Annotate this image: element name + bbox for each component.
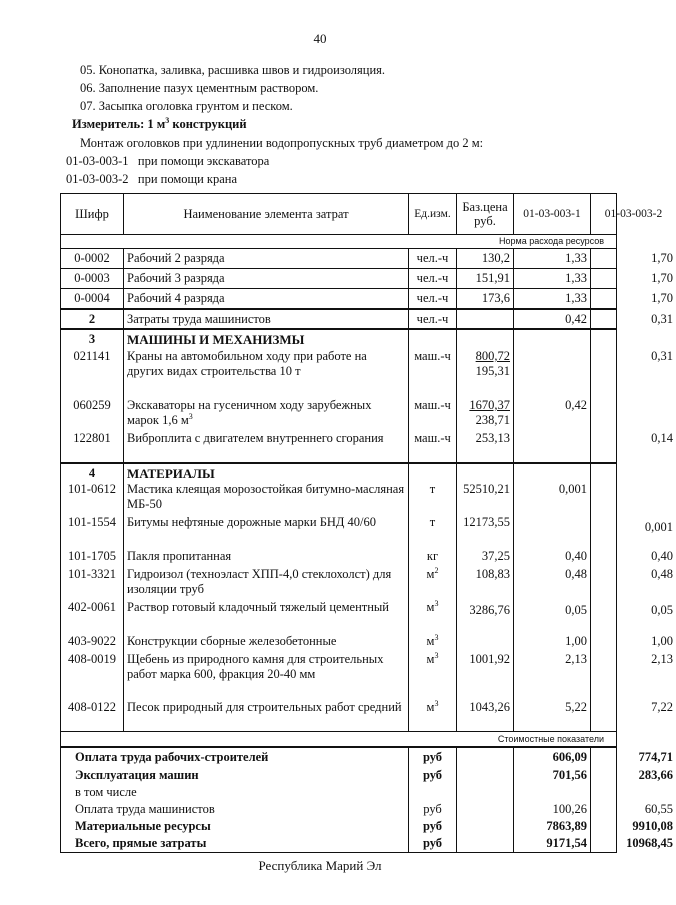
empty-cell <box>591 464 676 480</box>
row-v1 <box>514 429 591 462</box>
row-name: Конструкции сборные железобетонные <box>124 632 409 650</box>
summary-row <box>61 817 673 834</box>
row-v1: 0,05 <box>514 598 591 632</box>
page-footer: Республика Марий Эл <box>258 858 382 873</box>
table-row <box>61 347 673 396</box>
section-row <box>61 462 616 480</box>
row-v2: 0,48 <box>651 567 673 581</box>
table-row <box>61 248 673 268</box>
table-row <box>61 632 673 650</box>
header-price: Баз.цена руб. <box>457 194 514 234</box>
empty-cell <box>409 330 457 347</box>
norm-label: Норма расхода ресурсов <box>499 236 604 246</box>
row-code: 0-0004 <box>61 289 124 308</box>
summary-v2: 9910,08 <box>632 819 673 833</box>
step-07: 07. Засыпка оголовка грунтом и песком. <box>80 99 293 113</box>
summary-row <box>61 783 616 800</box>
row-price: 253,13 <box>457 429 514 462</box>
unit-sup: 3 <box>188 411 193 421</box>
section-code: 3 <box>61 330 124 347</box>
table-row <box>61 547 673 565</box>
row-unit: $м^3$ <box>409 698 457 731</box>
measure-suffix: конструкций <box>169 117 247 131</box>
header-variant-2: 01-03-003-2 <box>604 207 663 220</box>
empty-cell <box>514 464 591 480</box>
row-code: 0-0002 <box>61 249 124 268</box>
row-unit: т <box>409 480 457 513</box>
row-name: Щебень из природного камня для строительных работ марка 600, фракция 20-40 мм <box>124 650 409 698</box>
summary-v2: 283,66 <box>638 768 673 782</box>
row-price: 1001,92 <box>457 650 514 698</box>
variant-code: 01-03-003-1 <box>66 154 129 168</box>
row-price <box>457 396 514 429</box>
measure-sup: 3 <box>165 115 170 125</box>
row-v2: 0,31 <box>651 349 673 363</box>
table-row <box>61 429 673 462</box>
cost-label: Стоимостные показатели <box>497 734 604 744</box>
row-code: 122801 <box>61 429 124 462</box>
row-unit: чел.-ч <box>409 310 457 328</box>
row-name: Раствор готовый кладочный тяжелый цементный <box>124 598 409 632</box>
row-v2: 0,31 <box>651 312 673 326</box>
row-code: 2 <box>61 310 124 328</box>
price-top: 800,72 <box>475 349 510 363</box>
section-title: МАШИНЫ И МЕХАНИЗМЫ <box>124 330 409 347</box>
summary-v2: 60,55 <box>644 802 673 816</box>
row-v2: 1,70 <box>651 291 673 305</box>
empty-cell <box>457 834 514 852</box>
row-name-text: Экскаваторы на гусеничном ходу зарубежных марок 1,6 м <box>127 398 372 427</box>
section-row <box>61 328 616 347</box>
row-code: 408-0019 <box>61 650 124 698</box>
row-name: Мастика клеящая морозостойкая битумно-масляная МБ-50 <box>124 480 409 513</box>
row-v1: 0,40 <box>514 547 591 565</box>
row-code: 101-0612 <box>61 480 124 513</box>
row-v1 <box>514 513 591 547</box>
measure-line <box>72 117 247 132</box>
table-header <box>61 194 663 234</box>
summary-name: Оплата труда рабочих-строителей <box>61 748 409 766</box>
empty-cell <box>457 800 514 817</box>
step-06: 06. Заполнение пазух цементным раствором. <box>80 81 319 95</box>
step-05: 05. Конопатка, заливка, расшивка швов и гидроизоляция. <box>80 63 386 77</box>
row-v2: 1,70 <box>651 271 673 285</box>
row-name: Пакля пропитанная <box>124 547 409 565</box>
row-code: 403-9022 <box>61 632 124 650</box>
row-unit: т <box>409 513 457 547</box>
empty-cell <box>457 748 514 766</box>
row-v1: 0,48 <box>514 565 591 598</box>
row-v1: 1,33 <box>514 269 591 288</box>
summary-unit: руб <box>409 817 457 834</box>
row-price: 52510,21 <box>457 480 514 513</box>
row-price: 1043,26 <box>457 698 514 731</box>
summary-v1: 9171,54 <box>514 834 591 852</box>
row-price: 108,83 <box>457 565 514 598</box>
empty-cell <box>457 766 514 783</box>
table-row <box>61 308 673 328</box>
row-v2: 0,40 <box>651 549 673 563</box>
row-price: 12173,55 <box>457 513 514 547</box>
row-unit: $м^3$ <box>409 598 457 632</box>
row-code: 0-0003 <box>61 269 124 288</box>
summary-v1: 7863,89 <box>514 817 591 834</box>
table-row <box>61 396 616 429</box>
summary-name: Оплата труда машинистов <box>61 800 409 817</box>
row-code: 021141 <box>61 347 124 396</box>
row-v1: 0,42 <box>514 396 591 429</box>
row-v1: 2,13 <box>514 650 591 698</box>
header-code: Шифр <box>61 194 124 234</box>
summary-unit: руб <box>409 800 457 817</box>
summary-v1: 701,56 <box>514 766 591 783</box>
summary-v1: 606,09 <box>514 748 591 766</box>
summary-v1: 100,26 <box>514 800 591 817</box>
row-price: 173,6 <box>457 289 514 308</box>
table-row <box>61 288 673 308</box>
row-name: Гидроизол (техноэласт ХПП-4,0 стеклохолст) для изоляции труб <box>124 565 409 598</box>
section-title: МАТЕРИАЛЫ <box>124 464 409 480</box>
summary-name: Эксплуатация машин <box>61 766 409 783</box>
row-v2: 7,22 <box>651 700 673 714</box>
summary-unit <box>409 783 457 800</box>
empty-cell <box>591 330 676 347</box>
empty-cell <box>457 330 514 347</box>
header-name: Наименование элемента затрат <box>124 194 409 234</box>
row-v2 <box>591 480 676 513</box>
table-row <box>61 650 673 698</box>
row-name: Рабочий 3 разряда <box>124 269 409 288</box>
row-unit: $м^3$ <box>409 632 457 650</box>
table-row <box>61 698 673 731</box>
table-row <box>61 513 673 547</box>
variant-code: 01-03-003-2 <box>66 172 129 186</box>
row-v2: 2,13 <box>651 652 673 666</box>
row-code: 101-1705 <box>61 547 124 565</box>
row-name: Рабочий 4 разряда <box>124 289 409 308</box>
row-v1 <box>514 347 591 396</box>
row-unit: маш.-ч <box>409 429 457 462</box>
row-v1: 1,00 <box>514 632 591 650</box>
summary-name: в том числе <box>61 783 409 800</box>
row-name: Песок природный для строительных работ средний <box>124 698 409 731</box>
row-v1: 1,33 <box>514 249 591 268</box>
row-name: Виброплита с двигателем внутреннего сгорания <box>124 429 409 462</box>
row-code: 060259 <box>61 396 124 429</box>
row-price <box>457 347 514 396</box>
empty-cell <box>514 330 591 347</box>
variant-1 <box>66 154 269 169</box>
row-name: Битумы нефтяные дорожные марки БНД 40/60 <box>124 513 409 547</box>
table-row <box>61 268 673 288</box>
row-v1: 1,33 <box>514 289 591 308</box>
row-unit: чел.-ч <box>409 289 457 308</box>
row-v1: 5,22 <box>514 698 591 731</box>
measure-label: Измеритель: 1 м <box>72 117 166 131</box>
price-top: 1670,37 <box>469 398 510 412</box>
summary-row <box>61 800 673 817</box>
price-bottom: 195,31 <box>475 364 510 378</box>
row-code: 101-3321 <box>61 565 124 598</box>
row-name: Рабочий 2 разряда <box>124 249 409 268</box>
norm-label-row <box>61 234 616 248</box>
empty-cell <box>457 817 514 834</box>
variant-text: при помощи экскаватора <box>137 154 270 168</box>
header-variant-1: 01-03-003-1 <box>514 194 591 234</box>
row-v2 <box>591 396 676 429</box>
row-price <box>457 632 514 650</box>
row-unit: чел.-ч <box>409 249 457 268</box>
price-bottom: 238,71 <box>475 413 510 427</box>
summary-row <box>61 834 673 852</box>
header-unit: Ед.изм. <box>409 194 457 234</box>
summary-v2 <box>591 783 676 800</box>
row-price: 3286,76 <box>457 598 514 632</box>
summary-unit: руб <box>409 834 457 852</box>
summary-row <box>61 746 673 766</box>
summary-row <box>61 766 673 783</box>
row-unit: маш.-ч <box>409 347 457 396</box>
resource-table <box>60 193 673 853</box>
row-unit: чел.-ч <box>409 269 457 288</box>
cost-label-row <box>61 731 616 746</box>
page-number: 40 <box>313 31 327 46</box>
row-code: 402-0061 <box>61 598 124 632</box>
summary-v1 <box>514 783 591 800</box>
row-name: Затраты труда машинистов <box>124 310 409 328</box>
row-v2: 0,05 <box>651 603 673 617</box>
row-price: 130,2 <box>457 249 514 268</box>
row-code: 101-1554 <box>61 513 124 547</box>
row-v2: 1,70 <box>651 251 673 265</box>
variant-text: при помощи крана <box>137 172 238 186</box>
summary-name: Материальные ресурсы <box>61 817 409 834</box>
summary-name: Всего, прямые затраты <box>61 834 409 852</box>
row-v2: 0,14 <box>651 431 673 445</box>
summary-unit: руб <box>409 748 457 766</box>
row-price: 151,91 <box>457 269 514 288</box>
row-unit: $м^3$ <box>409 650 457 698</box>
row-price: 37,25 <box>457 547 514 565</box>
summary-unit: руб <box>409 766 457 783</box>
row-unit: кг <box>409 547 457 565</box>
row-v1: 0,001 <box>514 480 591 513</box>
table-row <box>61 565 673 598</box>
summary-v2: 10968,45 <box>626 836 673 850</box>
section-code: 4 <box>61 464 124 480</box>
table-row <box>61 480 616 513</box>
row-v1: 0,42 <box>514 310 591 328</box>
table-row <box>61 598 673 632</box>
row-unit: $м^2$ <box>409 565 457 598</box>
empty-cell <box>457 783 514 800</box>
empty-cell <box>409 464 457 480</box>
summary-v2: 774,71 <box>638 750 673 764</box>
empty-cell <box>457 464 514 480</box>
row-price <box>457 310 514 328</box>
row-name <box>124 396 409 429</box>
row-unit: маш.-ч <box>409 396 457 429</box>
row-v2: 0,001 <box>644 520 673 534</box>
variant-2 <box>66 172 237 187</box>
row-name: Краны на автомобильном ходу при работе на других видах строительства 10 т <box>124 347 409 396</box>
row-v2: 1,00 <box>651 634 673 648</box>
row-code: 408-0122 <box>61 698 124 731</box>
work-description: Монтаж оголовков при удлинении водопропускных труб диаметром до 2 м: <box>80 136 484 150</box>
